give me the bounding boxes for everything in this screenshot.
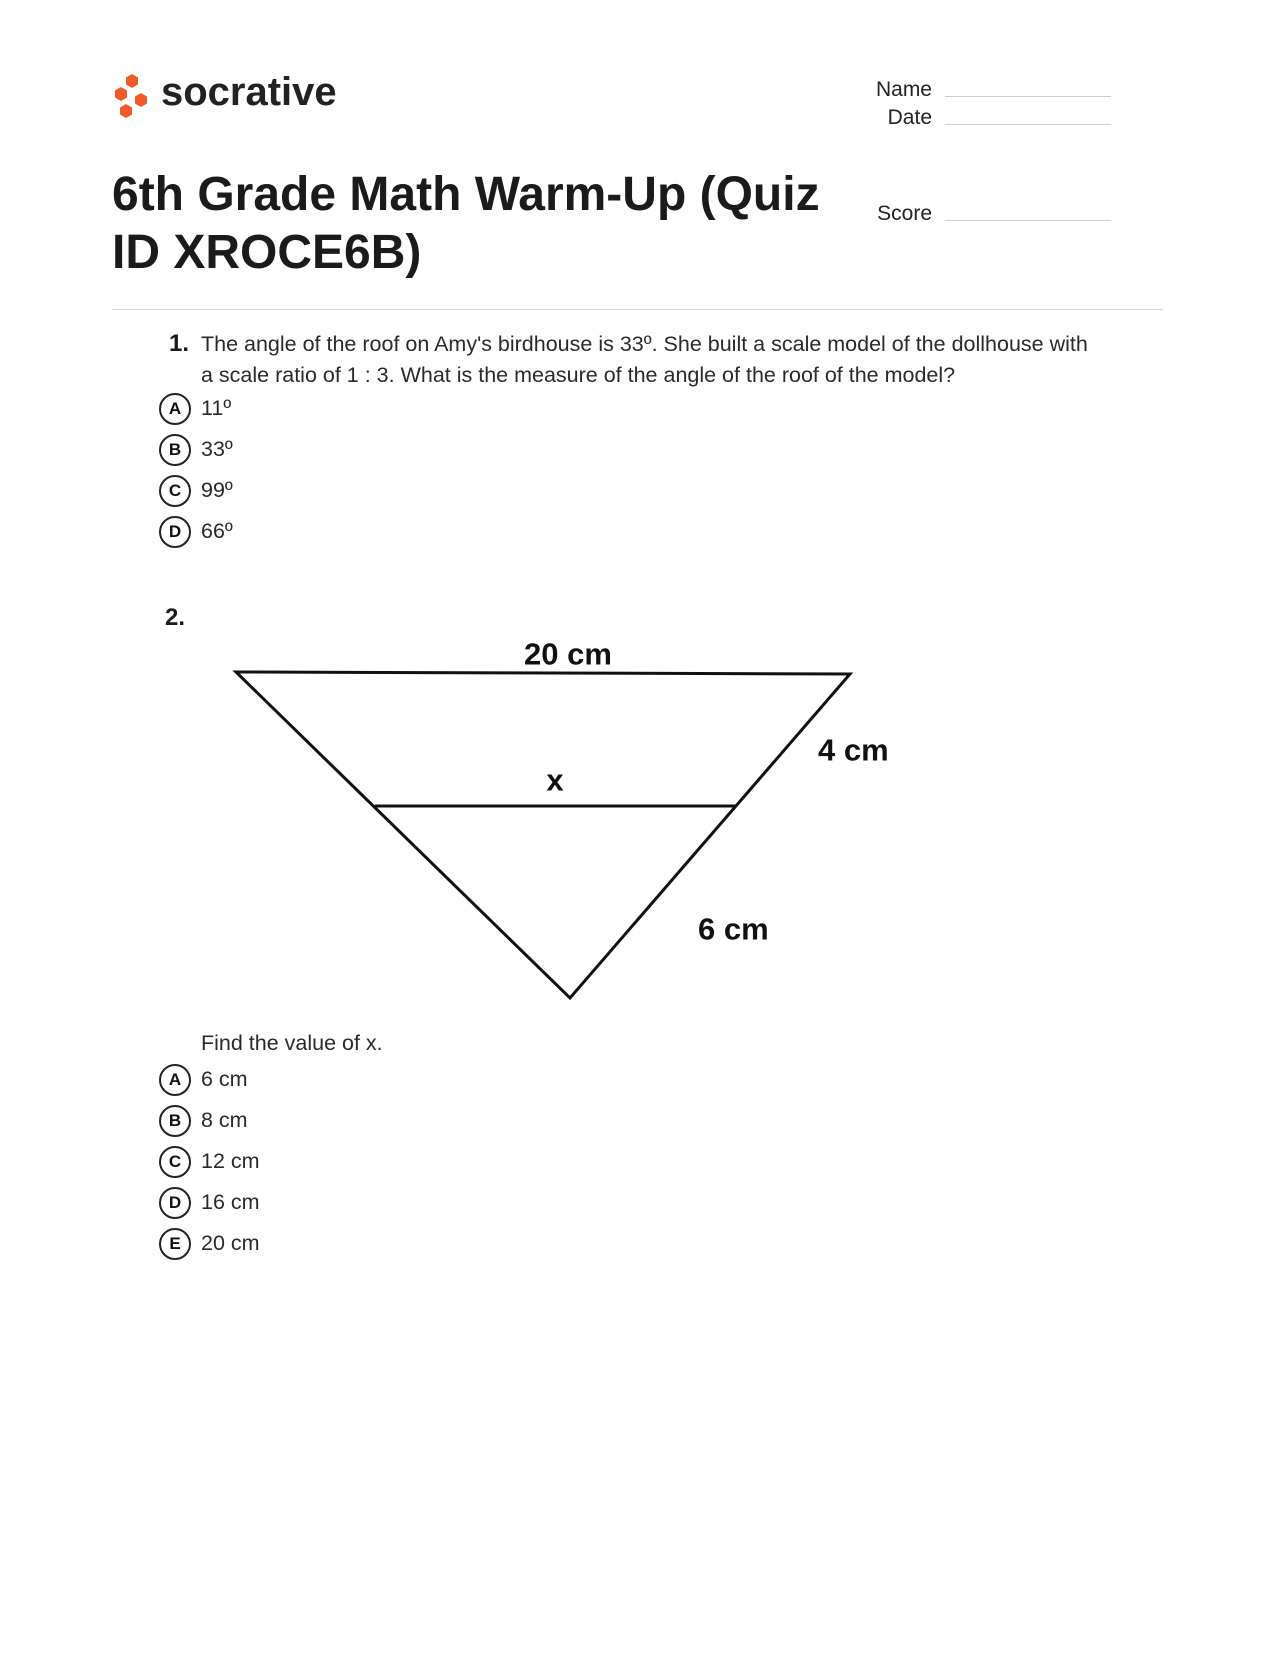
- q2-option-c-text: 12 cm: [201, 1149, 260, 1173]
- page-title: 6th Grade Math Warm-Up (Quiz ID XROCE6B): [112, 168, 820, 279]
- q2-option-e-text: 20 cm: [201, 1231, 260, 1255]
- q2-option-c-marker[interactable]: C: [159, 1146, 191, 1178]
- q2-option-b-text: 8 cm: [201, 1108, 248, 1132]
- question-1-text: The angle of the roof on Amy's birdhouse is 33º. She built a scale model of the dollhouse with a scale ratio of 1 : 3. What is the measure of the angle of the roof of the model?: [201, 332, 1088, 387]
- name-field[interactable]: [945, 96, 1111, 97]
- q2-option-e-marker[interactable]: E: [159, 1228, 191, 1260]
- q2-option-a-marker[interactable]: A: [159, 1064, 191, 1096]
- score-field[interactable]: [945, 220, 1111, 221]
- date-label: Date: [887, 106, 932, 129]
- score-label: Score: [877, 202, 932, 225]
- label-x: x: [546, 762, 564, 798]
- q2-option-a-text: 6 cm: [201, 1067, 248, 1091]
- q1-option-a-text: 11º: [201, 396, 232, 420]
- q2-option-b-marker[interactable]: B: [159, 1105, 191, 1137]
- header-divider: [112, 309, 1163, 310]
- q2-option-d-marker[interactable]: D: [159, 1187, 191, 1219]
- q1-option-c-text: 99º: [201, 478, 233, 502]
- question-1-number: 1.: [169, 330, 190, 357]
- question-2-number: 2.: [165, 604, 186, 631]
- q1-option-d-marker[interactable]: D: [159, 516, 191, 548]
- q1-option-c-marker[interactable]: C: [159, 475, 191, 507]
- label-right-lower: 6 cm: [698, 911, 769, 947]
- label-right-upper: 4 cm: [818, 732, 889, 768]
- triangle-outline: [236, 672, 850, 998]
- label-top: 20 cm: [524, 640, 612, 672]
- socrative-logo-icon: [112, 72, 152, 122]
- q1-option-b-marker[interactable]: B: [159, 434, 191, 466]
- q2-option-d-text: 16 cm: [201, 1190, 260, 1214]
- q1-option-d-text: 66º: [201, 519, 233, 543]
- brand-name: socrative: [161, 70, 337, 114]
- triangle-diagram: [230, 640, 950, 1060]
- name-label: Name: [875, 78, 932, 101]
- question-2-text: Find the value of x.: [201, 1031, 383, 1055]
- q1-option-a-marker[interactable]: A: [159, 393, 191, 425]
- date-field[interactable]: [945, 124, 1111, 125]
- q1-option-b-text: 33º: [201, 437, 233, 461]
